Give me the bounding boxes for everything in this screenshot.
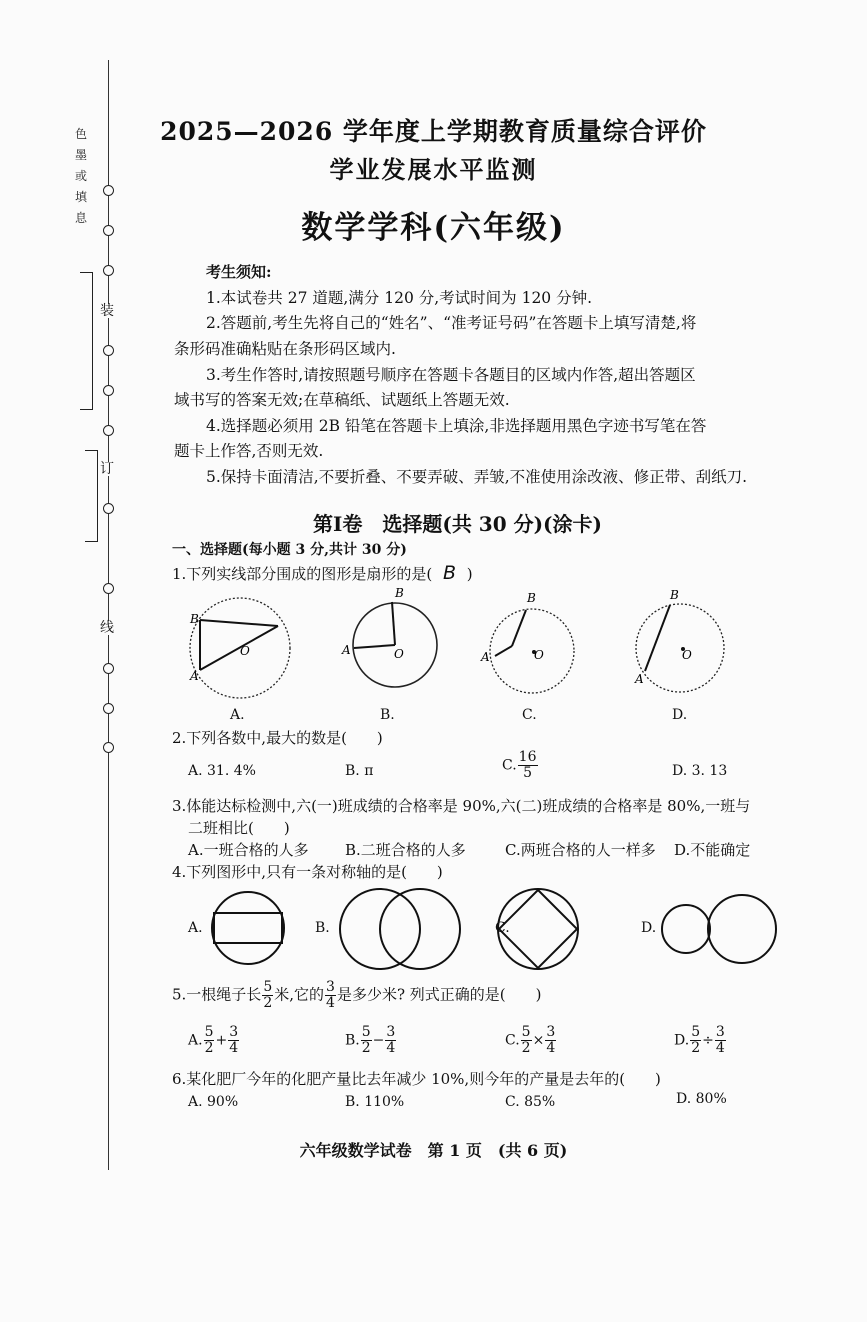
notice-item: 3.考生作答时,请按照题号顺序在答题卡各题目的区域内作答,超出答题区 (206, 366, 696, 384)
figure-b (341, 588, 437, 687)
q3-option-c: C.两班合格的人一样多 (505, 841, 656, 859)
q3-option-d: D.不能确定 (674, 841, 751, 859)
figure-4a (212, 892, 284, 964)
question-3-line2: 二班相比( ) (188, 819, 290, 837)
q5-option-d: D. $\frac{5}{2}$ ÷ $\frac{3}{4}$ (674, 1024, 725, 1056)
question-6: 6.某化肥厂今年的化肥产量比去年减少 10%,则今年的产量是去年的( ) (172, 1070, 661, 1088)
q2-option-c: C. $\frac{16}{5}$ (502, 749, 537, 781)
svg-text:O: O (682, 648, 692, 662)
q6-option-a: A. 90% (188, 1094, 239, 1110)
svg-text:A: A (635, 672, 644, 686)
svg-text:B: B (395, 588, 404, 600)
q2-option-b: B. π (345, 763, 374, 779)
q4-figures (170, 882, 790, 977)
figure-4d (662, 895, 776, 963)
q6-option-b: B. 110% (345, 1094, 405, 1110)
binding-hole (103, 703, 114, 714)
figure-4c (498, 889, 578, 969)
notice-heading: 考生须知: (206, 263, 272, 281)
exam-subtitle: 学业发展水平监测 (329, 155, 538, 184)
exam-title: 2025—2026 学年度上学期教育质量综合评价 (160, 117, 707, 146)
q4-label-b: B. (315, 920, 330, 936)
q4-label-d: D. (641, 920, 657, 936)
q1-label-a: A. (230, 707, 245, 723)
ding-label: 订 (100, 461, 114, 477)
svg-text:O: O (394, 647, 404, 661)
notice-item: 1.本试卷共 27 道题,满分 120 分,考试时间为 120 分钟. (206, 289, 593, 307)
q1-label-b: B. (380, 707, 395, 723)
q3-option-b: B.二班合格的人多 (345, 841, 466, 859)
handwritten-answer: B (442, 562, 456, 584)
q5-option-b: B. $\frac{5}{2}$ − $\frac{3}{4}$ (345, 1024, 396, 1056)
question-2: 2.下列各数中,最大的数是( ) (172, 729, 383, 747)
question-4: 4.下列图形中,只有一条对称轴的是( ) (172, 863, 443, 881)
bracket (85, 450, 98, 542)
q5-option-c: C. $\frac{5}{2}$ × $\frac{3}{4}$ (505, 1024, 556, 1056)
svg-text:A: A (481, 650, 490, 664)
figure-d (634, 588, 724, 692)
q2-option-d: D. 3. 13 (672, 763, 728, 779)
question-5: 5.一根绳子长 $\frac{5}{2}$ 米,它的 $\frac{3}{4}$ 是多少米? 列式正确的是( ) (172, 979, 542, 1011)
q3-option-a: A.一班合格的人多 (188, 841, 309, 859)
q1-label-c: C. (522, 707, 537, 723)
notice-item: 域书写的答案无效;在草稿纸、试题纸上答题无效. (174, 391, 510, 409)
section-subtitle: 一、选择题(每小题 3 分,共计 30 分) (172, 542, 407, 558)
notice-item: 条形码准确粘贴在条形码区域内. (174, 340, 396, 358)
zhuang-label: 装 (100, 303, 114, 319)
binding-hole (103, 742, 114, 753)
binding-hole (103, 185, 114, 196)
notice-item: 题卡上作答,否则无效. (174, 442, 324, 460)
notice-item: 2.答题前,考生先将自己的“姓名”、“准考证号码”在答题卡上填写清楚,将 (206, 314, 697, 332)
q1-label-d: D. (672, 707, 688, 723)
q6-option-c: C. 85% (505, 1094, 556, 1110)
svg-text:B: B (190, 612, 199, 626)
question-1: 1.下列实线部分围成的图形是扇形的是( B ) (172, 562, 473, 584)
margin-text: 色 墨 或 填 息 (75, 127, 88, 225)
question-3-line1: 3.体能达标检测中,六(一)班成绩的合格率是 90%,六(二)班成绩的合格率是 80%,一班与 (172, 797, 751, 815)
binding-hole (103, 385, 114, 396)
binding-hole (103, 425, 114, 436)
figure-a (189, 598, 290, 698)
xian-label: 线 (100, 620, 114, 636)
binding-hole (103, 265, 114, 276)
q5-option-a: A. $\frac{5}{2}$ + $\frac{3}{4}$ (188, 1024, 239, 1056)
figure-4b (340, 889, 460, 969)
binding-hole (103, 583, 114, 594)
svg-text:O: O (534, 648, 544, 662)
svg-text:A: A (342, 643, 351, 657)
notice-item: 5.保持卡面清洁,不要折叠、不要弄破、弄皱,不准使用涂改液、修正带、刮纸刀. (206, 468, 748, 486)
figure-c (480, 591, 574, 693)
q1-figures (170, 588, 810, 728)
q4-label-c: C. (495, 920, 510, 936)
q2-option-a: A. 31. 4% (188, 763, 256, 779)
q6-option-d: D. 80% (676, 1091, 727, 1107)
section-title: 第Ⅰ卷 选择题(共 30 分)(涂卡) (313, 512, 602, 536)
subject-title: 数学学科(六年级) (301, 210, 566, 246)
svg-text:A: A (190, 669, 199, 683)
svg-text:B: B (670, 588, 679, 602)
notice-item: 4.选择题必须用 2B 铅笔在答题卡上填涂,非选择题用黑色字迹书写笔在答 (206, 417, 707, 435)
page-footer: 六年级数学试卷 第 1 页 (共 6 页) (299, 1141, 568, 1160)
bracket (80, 272, 93, 410)
svg-text:B: B (527, 591, 536, 605)
binding-hole (103, 503, 114, 514)
binding-hole (103, 345, 114, 356)
q4-label-a: A. (188, 920, 203, 936)
svg-text:O: O (240, 644, 250, 658)
binding-hole (103, 663, 114, 674)
